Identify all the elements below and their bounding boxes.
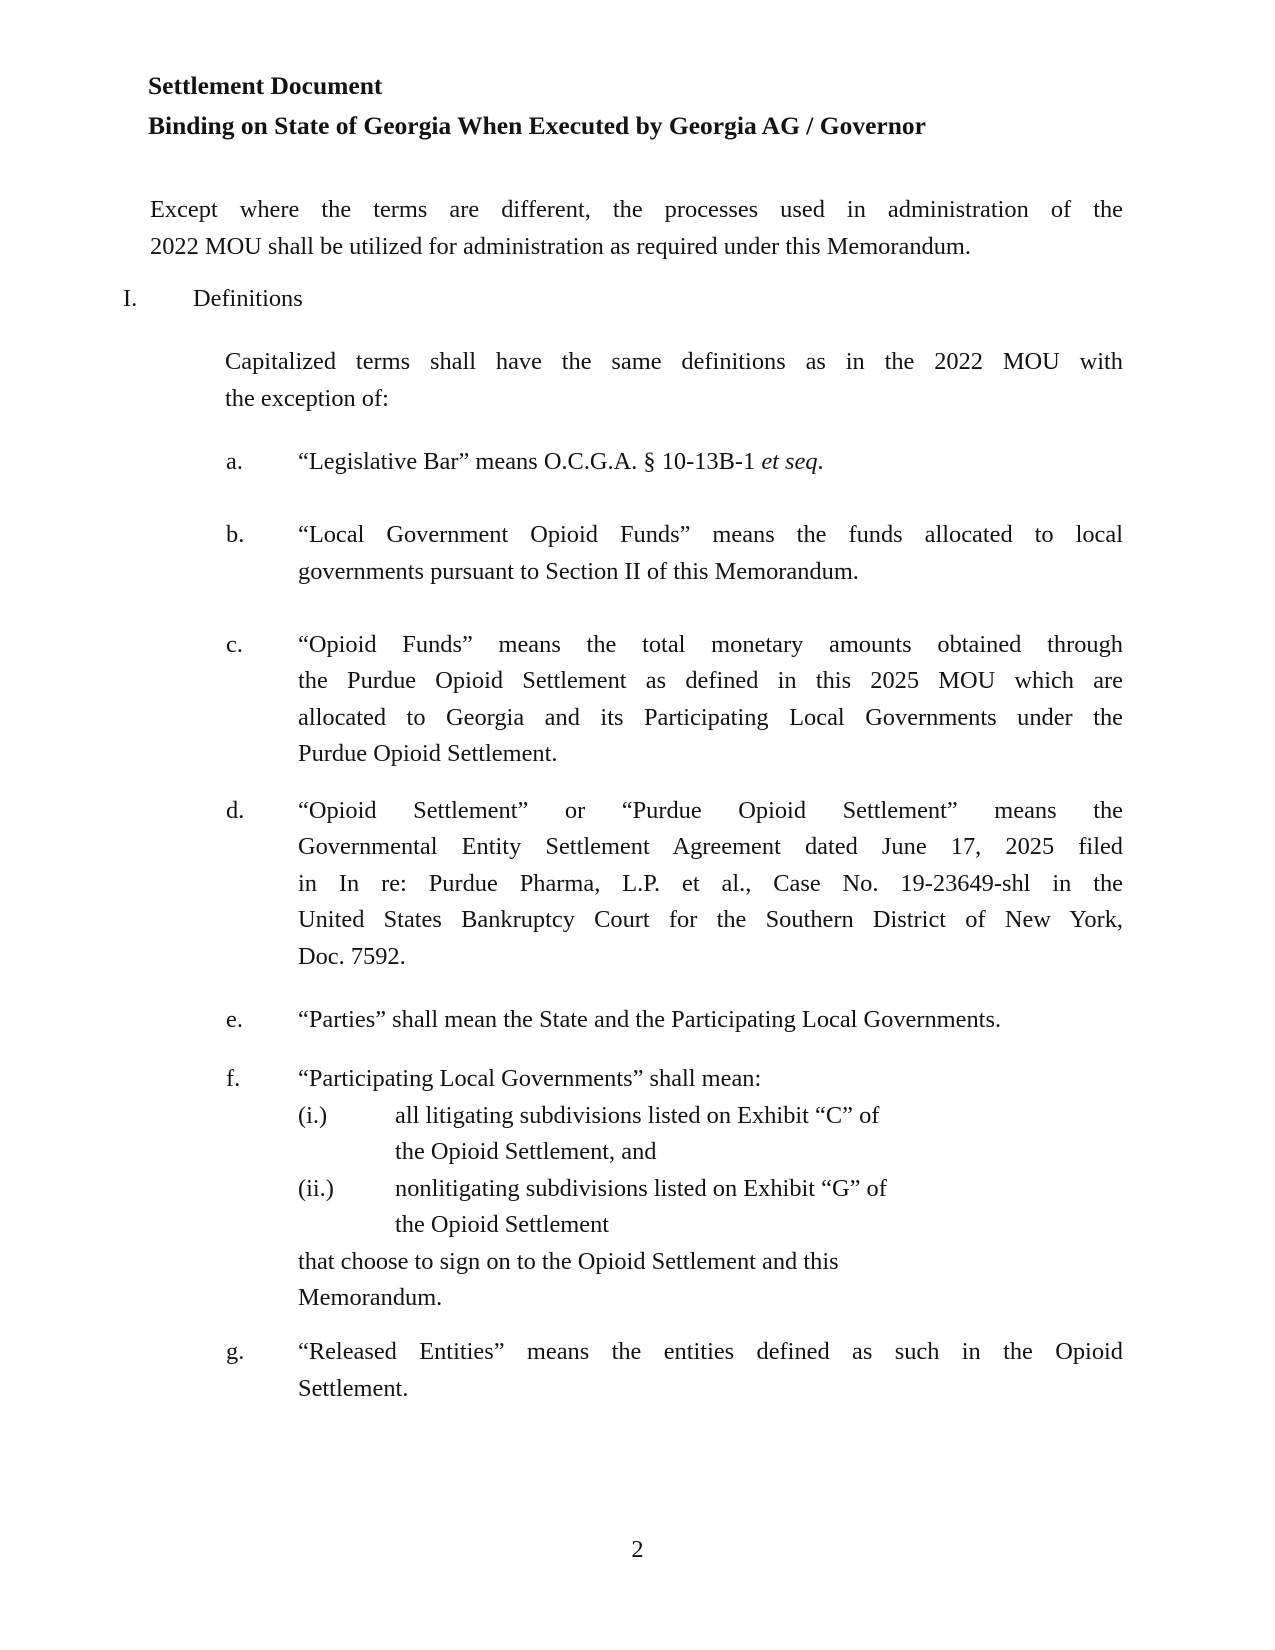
definition-item-d — [226, 793, 1275, 976]
item-d-line-1: “Opioid Settlement” or “Purdue Opioid Settlement” means the — [298, 796, 1123, 824]
item-f-text — [298, 1061, 1123, 1317]
section-numeral: I. — [123, 285, 138, 312]
item-b-text — [298, 517, 1123, 590]
item-a-marker: a. — [226, 448, 243, 475]
item-b-line-2: governments pursuant to Section II of this Memorandum. — [298, 557, 859, 585]
item-a-text-post: . — [817, 448, 824, 475]
sub-i-marker: (i.) — [298, 1101, 328, 1129]
item-e-text — [298, 1002, 1123, 1039]
item-e-line-1: “Parties” shall mean the State and the Participating Local Governments. — [298, 1006, 1002, 1033]
item-b-marker: b. — [226, 521, 245, 548]
definition-item-b — [226, 517, 1275, 590]
definition-item-g — [226, 1334, 1275, 1407]
definition-item-c — [226, 627, 1275, 773]
page-number: 2 — [631, 1536, 644, 1563]
item-c-line-1: “Opioid Funds” means the total monetary amounts obtained through — [298, 630, 1123, 658]
item-a-text-italic: et seq — [761, 448, 818, 475]
definition-item-f — [226, 1061, 1275, 1317]
definition-item-e — [226, 1002, 1275, 1039]
preamble-line-1: Capitalized terms shall have the same definitions as in the 2022 MOU with — [225, 348, 1123, 375]
sub-ii-line-2: the Opioid Settlement — [395, 1211, 610, 1238]
item-e-marker: e. — [226, 1006, 243, 1033]
section-heading — [123, 281, 1275, 318]
item-f-cont-line-1: that choose to sign on to the Opioid Settlement and this — [298, 1247, 839, 1275]
title-line-2: Binding on State of Georgia When Executed by Georgia AG / Governor — [148, 111, 926, 140]
item-c-line-3: allocated to Georgia and its Participating Local Governments under the — [298, 703, 1123, 731]
sub-i-line-2: the Opioid Settlement, and — [395, 1138, 657, 1165]
item-d-line-4: United States Bankruptcy Court for the Southern District of New York, — [298, 906, 1123, 933]
intro-paragraph — [150, 192, 1123, 265]
sub-ii-line-1: nonlitigating subdivisions listed on Exhibit “G” of — [395, 1174, 887, 1202]
item-g-text — [298, 1334, 1123, 1407]
item-c-line-4: Purdue Opioid Settlement. — [298, 740, 558, 767]
item-d-line-5: Doc. 7592. — [298, 942, 406, 970]
item-b-line-1: “Local Government Opioid Funds” means the funds allocated to local — [298, 521, 1123, 548]
intro-line-2: 2022 MOU shall be utilized for administration as required under this Memorandum. — [150, 232, 971, 260]
title-line-1: Settlement Document — [148, 71, 383, 100]
item-f-cont-line-2: Memorandum. — [298, 1284, 443, 1311]
item-d-marker: d. — [226, 796, 245, 824]
item-d-text — [298, 793, 1123, 976]
definitions-preamble — [225, 344, 1123, 417]
item-g-line-1: “Released Entities” means the entities defined as such in the Opioid — [298, 1338, 1123, 1365]
item-c-text — [298, 627, 1123, 773]
item-g-marker: g. — [226, 1338, 245, 1365]
item-a-text-pre: “Legislative Bar” means O.C.G.A. § 10-13B-1 — [298, 448, 762, 475]
section-heading-label: Definitions — [193, 285, 303, 312]
sub-ii-marker: (ii.) — [298, 1174, 334, 1202]
sub-i-line-1: all litigating subdivisions listed on Exhibit “C” of — [395, 1101, 880, 1129]
item-f-line-1: “Participating Local Governments” shall mean: — [298, 1065, 762, 1092]
item-d-line-3: in In re: Purdue Pharma, L.P. et al., Case No. 19-23649-shl in the — [298, 869, 1123, 897]
preamble-line-2: the exception of: — [225, 384, 389, 412]
sub-ii-text — [395, 1171, 995, 1244]
sub-i-text — [395, 1098, 995, 1171]
item-f-marker: f. — [226, 1065, 241, 1092]
item-c-line-2: the Purdue Opioid Settlement as defined in this 2025 MOU which are — [298, 667, 1123, 694]
item-d-line-2: Governmental Entity Settlement Agreement dated June 17, 2025 filed — [298, 833, 1123, 860]
item-c-marker: c. — [226, 630, 243, 658]
document-title — [148, 66, 1128, 146]
item-a-text — [298, 444, 1123, 481]
intro-line-1: Except where the terms are different, the processes used in administration of the — [150, 196, 1123, 223]
item-f-sub-ii — [298, 1171, 1123, 1244]
item-f-sub-i — [298, 1098, 1123, 1171]
item-g-line-2: Settlement. — [298, 1374, 409, 1402]
definition-item-a — [226, 444, 1275, 481]
